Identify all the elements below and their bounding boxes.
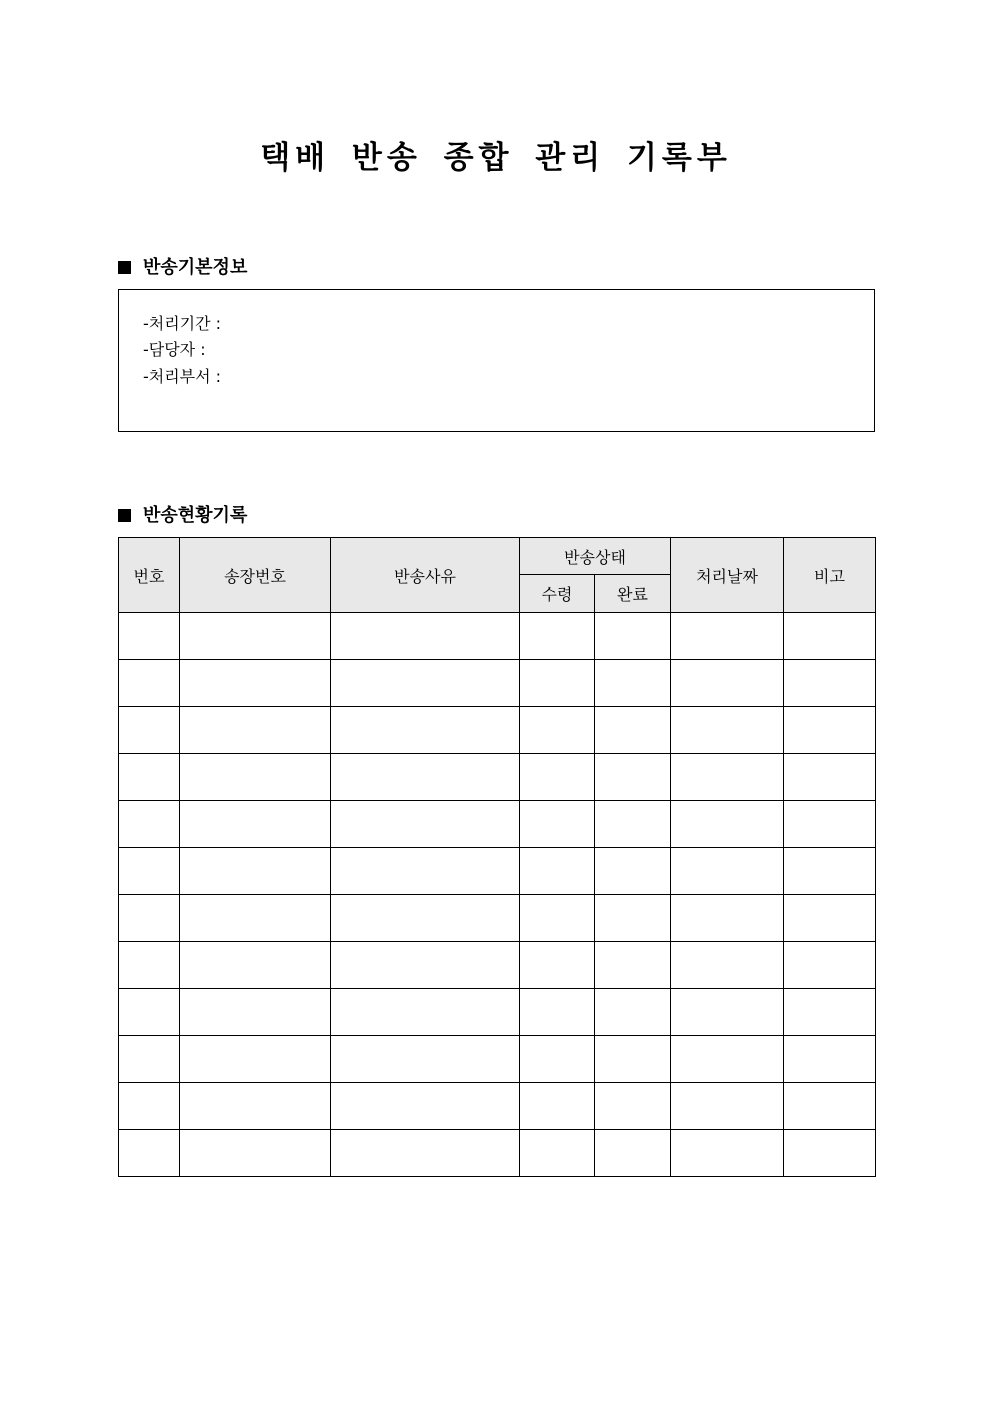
cell-date[interactable] <box>671 1083 784 1130</box>
table-row <box>119 1036 876 1083</box>
processing-period-field[interactable]: -처리기간 : <box>143 314 222 333</box>
cell-status-received[interactable] <box>520 660 595 707</box>
cell-invoice[interactable] <box>180 707 331 754</box>
cell-invoice[interactable] <box>180 989 331 1036</box>
cell-status-received[interactable] <box>520 989 595 1036</box>
col-header-reason: 반송사유 <box>331 538 520 613</box>
cell-note[interactable] <box>784 942 876 989</box>
cell-status-completed[interactable] <box>595 754 671 801</box>
cell-note[interactable] <box>784 848 876 895</box>
col-header-date: 처리날짜 <box>671 538 784 613</box>
cell-invoice[interactable] <box>180 942 331 989</box>
cell-status-completed[interactable] <box>595 801 671 848</box>
cell-number[interactable] <box>119 707 180 754</box>
cell-status-completed[interactable] <box>595 895 671 942</box>
table-row <box>119 754 876 801</box>
cell-reason[interactable] <box>331 895 520 942</box>
cell-invoice[interactable] <box>180 613 331 660</box>
cell-invoice[interactable] <box>180 1130 331 1177</box>
cell-status-received[interactable] <box>520 895 595 942</box>
records-heading-label: 반송현황기록 <box>143 505 248 526</box>
cell-status-received[interactable] <box>520 1036 595 1083</box>
cell-number[interactable] <box>119 801 180 848</box>
cell-reason[interactable] <box>331 707 520 754</box>
basic-info-heading-label: 반송기본정보 <box>143 257 248 278</box>
cell-reason[interactable] <box>331 1083 520 1130</box>
col-header-number: 번호 <box>119 538 180 613</box>
cell-number[interactable] <box>119 1130 180 1177</box>
cell-date[interactable] <box>671 1036 784 1083</box>
square-bullet-icon <box>118 261 131 274</box>
cell-number[interactable] <box>119 848 180 895</box>
cell-number[interactable] <box>119 895 180 942</box>
table-row <box>119 848 876 895</box>
cell-status-received[interactable] <box>520 1083 595 1130</box>
cell-status-received[interactable] <box>520 942 595 989</box>
cell-status-received[interactable] <box>520 707 595 754</box>
manager-field[interactable]: -담당자 : <box>143 340 206 359</box>
cell-date[interactable] <box>671 660 784 707</box>
cell-status-received[interactable] <box>520 1130 595 1177</box>
cell-invoice[interactable] <box>180 1083 331 1130</box>
col-header-note: 비고 <box>784 538 876 613</box>
cell-date[interactable] <box>671 613 784 660</box>
cell-note[interactable] <box>784 660 876 707</box>
cell-note[interactable] <box>784 707 876 754</box>
records-table <box>118 537 876 1177</box>
table-row <box>119 1130 876 1177</box>
cell-reason[interactable] <box>331 660 520 707</box>
table-row <box>119 895 876 942</box>
table-row <box>119 942 876 989</box>
cell-date[interactable] <box>671 989 784 1036</box>
cell-reason[interactable] <box>331 1130 520 1177</box>
cell-date[interactable] <box>671 754 784 801</box>
cell-date[interactable] <box>671 1130 784 1177</box>
table-row <box>119 1083 876 1130</box>
basic-info-box <box>118 289 875 432</box>
cell-status-received[interactable] <box>520 754 595 801</box>
cell-status-received[interactable] <box>520 613 595 660</box>
col-header-status: 반송상태 <box>520 538 671 575</box>
cell-status-received[interactable] <box>520 848 595 895</box>
page-title: 택배 반송 종합 관리 기록부 <box>260 140 732 176</box>
cell-status-completed[interactable] <box>595 613 671 660</box>
cell-note[interactable] <box>784 989 876 1036</box>
cell-number[interactable] <box>119 660 180 707</box>
col-header-invoice: 송장번호 <box>180 538 331 613</box>
table-row <box>119 613 876 660</box>
cell-reason[interactable] <box>331 613 520 660</box>
basic-info-heading <box>118 253 247 279</box>
cell-invoice[interactable] <box>180 660 331 707</box>
cell-invoice[interactable] <box>180 754 331 801</box>
cell-date[interactable] <box>671 848 784 895</box>
cell-status-received[interactable] <box>520 801 595 848</box>
table-row <box>119 660 876 707</box>
cell-reason[interactable] <box>331 801 520 848</box>
cell-status-completed[interactable] <box>595 660 671 707</box>
cell-status-completed[interactable] <box>595 1036 671 1083</box>
cell-date[interactable] <box>671 942 784 989</box>
cell-number[interactable] <box>119 942 180 989</box>
cell-invoice[interactable] <box>180 895 331 942</box>
cell-status-completed[interactable] <box>595 1083 671 1130</box>
cell-reason[interactable] <box>331 1036 520 1083</box>
cell-status-completed[interactable] <box>595 707 671 754</box>
col-header-status-completed: 완료 <box>595 575 671 613</box>
records-heading <box>118 501 247 527</box>
cell-invoice[interactable] <box>180 848 331 895</box>
square-bullet-icon <box>118 509 131 522</box>
cell-note[interactable] <box>784 801 876 848</box>
cell-number[interactable] <box>119 1083 180 1130</box>
cell-reason[interactable] <box>331 942 520 989</box>
cell-reason[interactable] <box>331 848 520 895</box>
cell-invoice[interactable] <box>180 1036 331 1083</box>
cell-note[interactable] <box>784 1130 876 1177</box>
cell-invoice[interactable] <box>180 801 331 848</box>
cell-reason[interactable] <box>331 989 520 1036</box>
cell-number[interactable] <box>119 1036 180 1083</box>
cell-date[interactable] <box>671 707 784 754</box>
cell-note[interactable] <box>784 613 876 660</box>
department-field[interactable]: -처리부서 : <box>143 367 222 386</box>
cell-note[interactable] <box>784 1036 876 1083</box>
cell-reason[interactable] <box>331 754 520 801</box>
table-row <box>119 801 876 848</box>
table-row <box>119 707 876 754</box>
table-row <box>119 989 876 1036</box>
col-header-status-received: 수령 <box>520 575 595 613</box>
cell-note[interactable] <box>784 754 876 801</box>
cell-status-completed[interactable] <box>595 989 671 1036</box>
cell-note[interactable] <box>784 895 876 942</box>
cell-number[interactable] <box>119 613 180 660</box>
cell-status-completed[interactable] <box>595 848 671 895</box>
cell-date[interactable] <box>671 895 784 942</box>
cell-date[interactable] <box>671 801 784 848</box>
cell-status-completed[interactable] <box>595 942 671 989</box>
cell-number[interactable] <box>119 989 180 1036</box>
cell-note[interactable] <box>784 1083 876 1130</box>
cell-number[interactable] <box>119 754 180 801</box>
cell-status-completed[interactable] <box>595 1130 671 1177</box>
